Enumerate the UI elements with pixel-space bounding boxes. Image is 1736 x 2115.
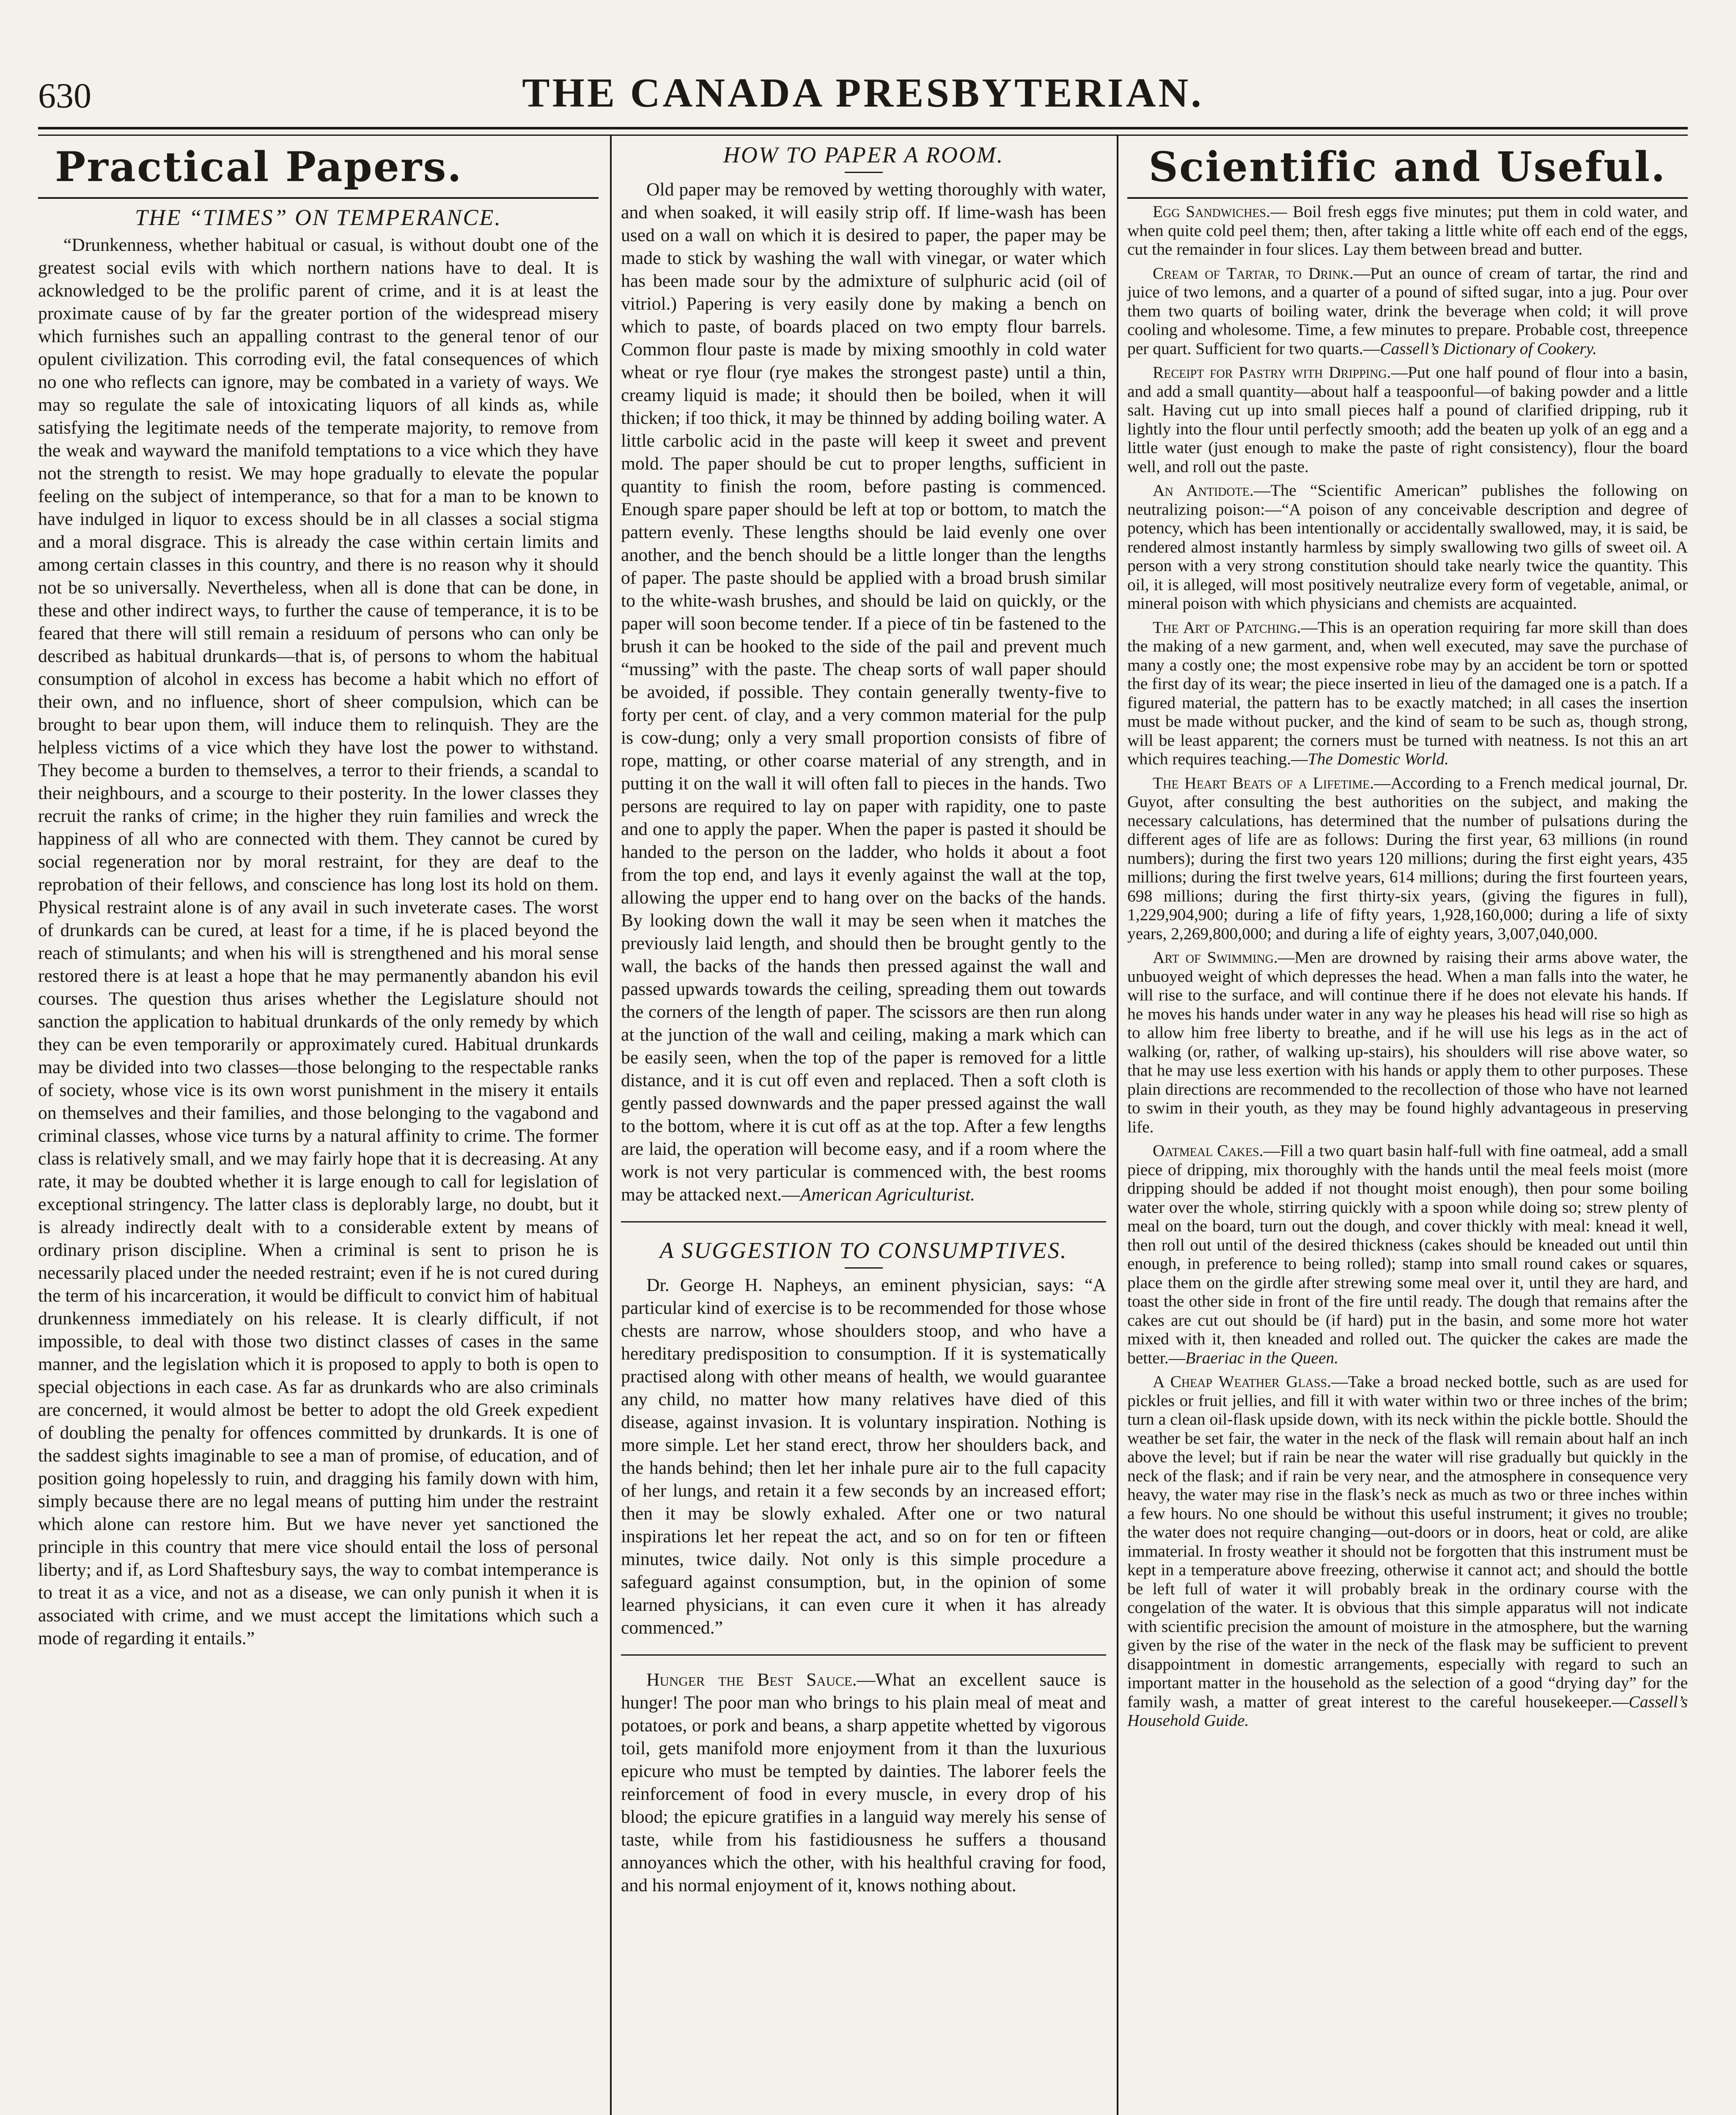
column-practical-papers	[38, 140, 599, 1650]
hunger-text: —What an excellent sauce is hunger! The poor man who brings to his plain meal of meat and potatoes, or pork and beans, a sharp appetite whetted by vigorous toil, gets manifold more enjoyment from it than the luxurious epicure who must be tempted by dainties. The laborer feels the reinforcement of food in every muscle, in every drop of his blood; the epicure gratifies in a languid way merely his sense of taste, while from his fastidiousness he suffers a thousand annoyances which the other, with his healthful craving for food, and his normal enjoyment of it, knows nothing about.	[621, 1670, 1107, 1895]
article-body-hunger	[621, 1668, 1106, 1897]
item-text: —The “Scientific American” publishes the following on neutralizing poison:—“A poison of any conceivable description and degree of potency, which has been intentionally or accidentally swallowed, may, it is said, be rendered almost instantly harmless by simply swallowing two gills of sweet oil. A person with a very strong constitution should take nearly twice the quantity. This oil, it is alleged, will most positively neutralize every form of vegetable, animal, or mineral poison with which physicians and chemists are acquainted.	[1127, 481, 1688, 613]
article-separator	[621, 1221, 1106, 1222]
item-source: Cassell’s Dictionary of Cookery.	[1380, 339, 1597, 358]
item-lead: The Heart Beats of a Lifetime.	[1153, 773, 1374, 792]
newspaper-title: THE CANADA PRESBYTERIAN.	[522, 70, 1204, 116]
item-source: Braeriac in the Queen.	[1185, 1348, 1339, 1367]
section-title-practical-papers: Practical Papers.	[55, 143, 463, 191]
column-scientific-useful	[1127, 140, 1688, 1735]
item-text: —Put an ounce of cream of tartar, the rind and juice of two lemons, and a quarter of a pound of sifted sugar, into a jug. Pour over them two quarts of boiling water, drink the beverage when cold; it will prove cooling and wholesome. Time, a few minutes to prepare. Probable cost, threepence per quart. Sufficient for two quarts.—	[1127, 264, 1688, 358]
item-text: —This is an operation requiring far more skill than does the making of a new garment, and, when well executed, may save the purchase of many a costly one; the most expensive robe may by an accident be torn or spotted the first day of its wear; the piece inserted in lieu of the damaged one is a patch. If a figured material, the pattern has to be exactly matched; in all cases the insertion must be made without pucker, and the kind of seam to be such as, though strong, will be least apparent; the corners must be turned with neatness. Is not this an art which requires teaching.—	[1127, 618, 1688, 768]
item-text: —Take a broad necked bottle, such as are used for pickles or fruit jellies, and fill it with water within two or three inches of the brim; turn a clean oil-flask upside down, with its neck within the pickle bottle. Should the weather be set fair, the water in the neck of the flask will remain about half an inch above the level; but if rain be near the water will rise gradually but quickly in the neck of the flask; and if rain be very near, and the atmosphere in consequence very heavy, the water may rise in the flask’s neck as much as two or three inches within a few hours. No one should be without this useful instrument; it gives no trouble; the water does not require changing—out-doors or in doors, heat or cold, are alike immaterial. In frosty weather it should not be forgotten that this instrument must be kept in a temperature above freezing, otherwise it cannot act; and should the bottle be left full of water it will probably break in the ordinary course with the congelation of the water. It is obvious that this simple apparatus will not indicate with scientific precision the amount of moisture in the atmosphere, but the warning given by the rise of the water in the neck of the flask may be sufficient to prevent disappointment in domestic arrangements, especially with regard to such an important matter in the household as the selection of a good “drying day” for the family wash, a matter of great interest to the careful housekeeper.—	[1127, 1372, 1688, 1711]
masthead-rule-thin	[38, 135, 1688, 136]
item-lead: A Cheap Weather Glass.	[1153, 1372, 1331, 1391]
item-text: —According to a French medical journal, Dr. Guyot, after consulting the best authorities on the subject, and making the necessary calculations, has determined that the number of pulsations during the different ages of life are as follows: During the first year, 63 millions (in round numbers); during the first two years 120 millions; during the first eight years, 435 millions; during the first twelve years, 614 millions; during the first fourteen years, 698 millions; during the first thirty-six years, (giving the figures in full), 1,229,904,900; during a life of fifty years, 1,928,160,000; during a life of sixty years, 2,269,800,000; and during a life of eighty years, 3,007,040,000.	[1127, 773, 1688, 943]
column-middle	[621, 140, 1106, 1897]
masthead-rule	[38, 127, 1688, 129]
article-title-paper-room: HOW TO PAPER A ROOM.	[723, 142, 1004, 168]
item-art-of-patching	[1127, 618, 1688, 769]
article-body-consumptives: Dr. George H. Napheys, an eminent physician, says: “A particular kind of exercise is to be recommended for those whose chests are narrow, whose shoulders stoop, and who have a hereditary predisposition to consumption. If it is systematically practised along with other means of health, we would guarantee any child, no matter how many relatives have died of this disease, against invasion. It is voluntary inspiration. Nothing is more simple. Let her stand erect, throw her shoulders back, and the hands behind; then let her inhale pure air to the full capacity of her lungs, and retain it a few seconds by an increased effort; then it may be slowly exhaled. After one or two natural inspirations let her repeat the act, and so on for ten or fifteen minutes, twice daily. Not only is this simple procedure a safeguard against consumption, but, in the opinion of some learned physicians, it can even cure it when it has already commenced.”	[621, 1275, 1106, 1638]
item-lead: The Art of Patching.	[1153, 618, 1301, 637]
item-lead: Art of Swimming.	[1153, 948, 1278, 967]
section-rule	[38, 197, 599, 199]
column-divider-1	[610, 135, 612, 2115]
item-antidote	[1127, 481, 1688, 613]
item-lead: Receipt for Pastry with Dripping.	[1153, 363, 1391, 382]
item-pastry-dripping	[1127, 363, 1688, 476]
item-egg-sandwiches	[1127, 202, 1688, 259]
item-text: —Fill a two quart basin half-full with fine oatmeal, add a small piece of dripping, mix thoroughly with the hands until the meal feels moist (more dripping should be added if not thought moist enough), then pour some boiling water over the whole, stirring quickly with a spoon while doing so; strew plenty of meal on the board, turn out the dough, and cover thickly with meal: knead it well, then roll out until of the desired thickness (cakes should be kneaded out until thin enough, in preference to being rolled); stamp into small round cakes or squares, place them on the girdle after strewing some meal over it, until they are hard, and toast the other side in front of the fire until ready. The dough that remains after the cakes are cut out should be (if hard) put in the basin, and some more hot water mixed with it, then kneaded and rolled out. The quicker the cakes are made the better.—	[1127, 1141, 1688, 1367]
section-title-scientific-useful: Scientific and Useful.	[1148, 143, 1667, 191]
column-divider-2	[1117, 135, 1118, 2115]
article-body-times-temperance: “Drunkenness, whether habitual or casual, is without doubt one of the greatest social evils with which northern nations have to deal. It is acknowledged to be the prolific parent of crime, and it is at least the proximate cause of by far the greater portion of the widespread misery which furnishes such an appalling contrast to the general tenor of our opulent civilization. This corroding evil, the fatal consequences of which no one who reflects can ignore, may be combated in a variety of ways. We may so regulate the sale of intoxicating liquors of all kinds as, while satisfying the legitimate needs of the temperate majority, to remove from the weak and wayward the manifold temptations to a vice which they have not the strength to resist. We may hope gradually to elevate the popular feeling on the subject of intemperance, so that for a man to be known to have indulged in liquor to excess should be in all classes a social stigma and a moral disgrace. This is already the case within certain limits and among certain classes in this country, and there is no reason why it should not be so universally. Nevertheless, when all is done that can be done, in these and other indirect ways, to further the cause of temperance, it is to be feared that there will still remain a residuum of persons who can only be described as habitual drunkards—that is, of persons to whom the habitual consumption of alcohol in excess has become a habit which no effort of their own, and no influence, short of sheer compulsion, which can be brought to bear upon them, will induce them to relinquish. They are the helpless victims of a vice which they have lost the power to withstand. They become a burden to themselves, a terror to their friends, a scandal to their neighbours, and a scourge to their posterity. In the lower classes they recruit the ranks of crime; in the higher they ruin families and wreck the happiness of all who are connected with them. They cannot be cured by social regeneration nor by moral restraint, for they are deaf to the reprobation of their fellows, and conscience has long lost its hold on them. Physical restraint alone is of any avail in such inveterate cases. The worst of drunkards can be cured, at least for a time, if he is placed beyond the reach of stimulants; and when his will is strengthened and his moral sense restored there is at least a hope that he may permanently abandon his evil courses. The question thus arises whether the Legislature should not sanction the application to habitual drunkards of the only remedy by which they can be even temporarily or approximately cured. Habitual drunkards may be divided into two classes—those belonging to the respectable ranks of society, whose vice is its own worst punishment in the misery it entails on themselves and their families, and those belonging to the vagabond and criminal classes, whose vice turns by a natural affinity to crime. The former class is relatively small, and we may fairly hope that it is decreasing. At any rate, it may be doubted whether it is large enough to call for legislation of exceptional stringency. The latter class is deplorably large, no doubt, but it is already indirectly dealt with to a considerable extent by means of ordinary prison discipline. When a criminal is sent to prison he is necessarily placed under the needed restraint; even if he is not cured during the term of his incarceration, it would be difficult to convict him of habitual drunkenness immediately on his release. It is clearly difficult, if not impossible, to deal with those two distinct classes of cases in the same manner, and the legislation which it is proposed to apply to both is open to special objections in each case. As far as drunkards who are also criminals are concerned, it would almost be better to adopt the old Greek expedient of doubling the penalty for offences committed by drunkards. It is one of the saddest sights imaginable to see a man of promise, of education, and of position going hopelessly to ruin, and dragging his family down with him, simply because there are no legal means of putting him under the restraint which alone can restore him. But we have never yet sanctioned the principle in this country that mere vice should entail the loss of personal liberty; and if, as Lord Shaftesbury says, the way to combat intemperance is to treat it as a vice, and not as a disease, we can only punish it when it is associated with crime, and we must accept the limitations which such a mode of regarding it entails.”	[38, 235, 599, 1648]
item-text: —Men are drowned by raising their arms above water, the unbuoyed weight of which depresses the head. When a man falls into the water, he will rise to the surface, and will continue there if he does not elevate his hands. If he moves his hands under water in any way he pleases his head will rise so high as to allow him free liberty to breathe, and if he will use his legs as in the act of walking (or, rather, of walking up-stairs), his shoulders will rise above water, so that he may use less exertion with his hands or apply them to other purposes. These plain directions are recommended to the recollection of those who have not learned to swim in their youth, as they may be found highly advantageous in preserving life.	[1127, 948, 1688, 1136]
item-cream-of-tartar	[1127, 264, 1688, 358]
item-lead: An Antidote.	[1153, 481, 1254, 500]
item-oatmeal-cakes	[1127, 1141, 1688, 1367]
article-separator	[621, 1654, 1106, 1656]
section-rule	[1127, 197, 1688, 199]
item-text: — Boil fresh eggs five minutes; put them in cold water, and when quite cold peel them; then, after taking a little white off each end of the eggs, cut the remainder in four slices. Lay them between bread and butter.	[1127, 202, 1688, 258]
item-lead: Egg Sandwiches.	[1153, 202, 1270, 221]
article-body-paper-room	[621, 178, 1106, 1206]
item-source: Cassell’s Household Guide.	[1127, 1692, 1688, 1730]
article-title-consumptives: A SUGGESTION TO CONSUMPTIVES.	[659, 1238, 1068, 1263]
paper-room-source: American Agriculturist.	[800, 1184, 975, 1205]
item-lead: Oatmeal Cakes.	[1153, 1141, 1264, 1160]
item-heart-beats	[1127, 774, 1688, 943]
article-title-times-temperance: THE “TIMES” ON TEMPERANCE.	[135, 205, 502, 230]
title-rule	[845, 1267, 883, 1269]
page-number: 630	[38, 76, 91, 115]
item-art-of-swimming	[1127, 948, 1688, 1136]
masthead	[38, 63, 1688, 123]
item-text: —Put one half pound of flour into a basin, and add a small quantity—about half a teaspoonful—of baking powder and a little salt. Having cut up into small pieces half a pound of clarified dripping, rub it lightly into the flour until perfectly smooth; add the beaten up yolk of an egg and a little water (just enough to make the paste of right consistency), flour the board well, and roll out the paste.	[1127, 363, 1688, 476]
paper-room-text: Old paper may be removed by wetting thoroughly with water, and when soaked, it will easily strip off. If lime-wash has been used on a wall on which it is desired to paper, the paper may be made to stick by washing the wall with vinegar, or water which has been made sour by the admixture of sulphuric acid (oil of vitriol.) Papering is very easily done by making a bench on which to paste, of boards placed on two empty flour barrels. Common flour paste is made by mixing smoothly in cold water wheat or rye flour (rye makes the strongest paste) until a thin, creamy liquid is made; it should then be boiled, when it will thicken; if too thick, it may be thinned by adding boiling water. A little carbolic acid in the paste will keep it sweet and prevent mold. The paper should be cut to proper lengths, sufficient in quantity to finish the room, before pasting is commenced. Enough spare paper should be left at top or bottom, to match the pattern evenly. These lengths should be laid evenly one over another, and the bench should be a little longer than the lengths of paper. The paste should be applied with a broad brush similar to the white-wash brushes, and should be laid on quickly, or the paper will soon become tender. If a piece of tin be fastened to the brush it can be hooked to the side of the pail and prevent much “mussing” with the paste. The cheap sorts of wall paper should be avoided, if possible. They contain generally twenty-five to forty per cent. of clay, and a very common material for the pulp is cow-dung; only a very small proportion consists of fibre of rope, matting, or other coarse material of any strength, and in putting it on the wall it will often fall to pieces in the hands. Two persons are required to lay on paper with rapidity, one to paste and one to apply the paper. When the paper is pasted it should be handed to the person on the ladder, who holds it about a foot from the top end, and lays it evenly against the wall at the top, allowing the upper end to hang over on the backs of the hands. By looking down the wall it may be seen when it matches the previously laid length, and should then be brought gently to the wall, the backs of the hands then pressed against the wall and passed upwards towards the ceiling, spreading them out towards the corners of the length of paper. The scissors are then run along at the junction of the wall and ceiling, making a mark which can be easily seen, when the top of the paper is removed for a little distance, and it is cut off even and replaced. Then a soft cloth is gently passed downwards and the paper pressed against the wall to the bottom, where it is cut off as at the top. After a few lengths are laid, the operation will become easy, and if a room where the work is not very particular is commenced with, the best rooms may be attacked next.—	[621, 179, 1106, 1205]
hunger-lead: Hunger the Best Sauce.	[646, 1670, 857, 1690]
title-rule	[845, 172, 883, 173]
item-weather-glass	[1127, 1372, 1688, 1730]
item-lead: Cream of Tartar, to Drink.	[1153, 264, 1354, 283]
item-source: The Domestic World.	[1307, 750, 1449, 768]
